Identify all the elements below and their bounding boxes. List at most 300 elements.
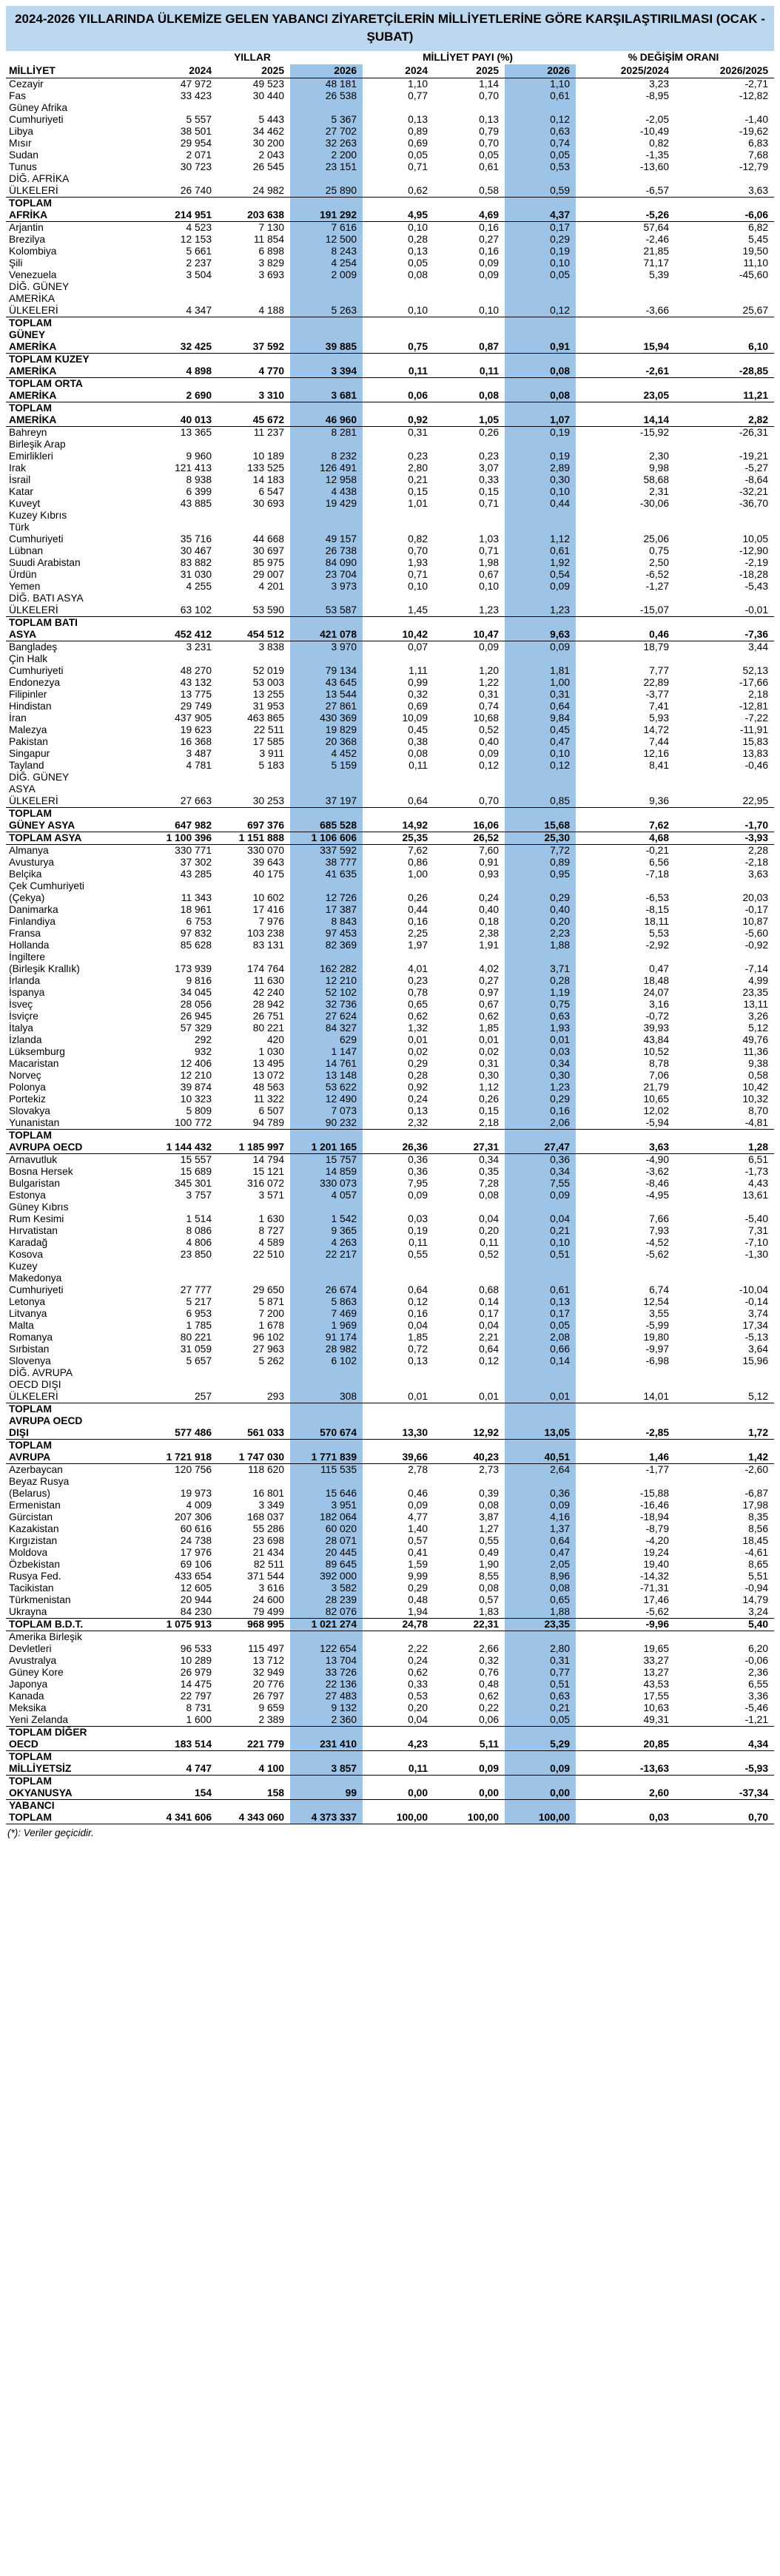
table-row — [6, 772, 774, 808]
value-cell: 0,59 — [505, 173, 576, 198]
value-cell: 0,08 — [505, 378, 576, 402]
value-cell: 7,68 — [748, 149, 769, 161]
value-cell: 0,28 — [408, 234, 428, 245]
nationality-name: Danimarka — [9, 904, 58, 915]
value-cell: 13 704 — [290, 1655, 363, 1667]
value-cell: 34 462 — [252, 126, 284, 137]
value-cell: 97 832 — [180, 928, 212, 939]
value-cell: 0,04 — [408, 1714, 428, 1725]
value-cell: -7,14 — [744, 963, 769, 974]
value-cell: -10,49 — [639, 126, 670, 137]
value-cell: 2,28 — [748, 845, 769, 856]
nationality-name: Venezuela — [9, 269, 57, 280]
value-cell: 10,05 — [742, 533, 769, 544]
value-cell: 3,26 — [748, 1011, 769, 1022]
value-cell: 84 090 — [290, 557, 363, 569]
value-cell: 0,29 — [408, 1058, 428, 1069]
value-cell: 30 467 — [180, 545, 212, 556]
value-cell: -1,35 — [645, 149, 670, 161]
value-cell: -1,27 — [645, 581, 670, 592]
table-row — [6, 724, 774, 736]
value-cell: 0,11 — [480, 1237, 499, 1248]
total-row — [6, 1403, 774, 1440]
value-cell: 0,17 — [479, 1308, 499, 1319]
value-cell: 8,70 — [748, 1105, 769, 1116]
value-cell: 7,62 — [408, 845, 428, 856]
value-cell: -45,60 — [739, 269, 769, 280]
value-cell: 7,66 — [649, 1213, 670, 1224]
nationality-name: Estonya — [9, 1190, 46, 1201]
value-cell: 35 716 — [180, 533, 212, 544]
value-cell: 0,92 — [363, 402, 434, 427]
value-cell: 13 255 — [252, 689, 284, 700]
nationality-name: Çin Halk Cumhuriyeti — [9, 653, 64, 676]
value-cell: 30 253 — [252, 795, 284, 806]
value-cell: 0,09 — [505, 1500, 576, 1511]
total-row — [6, 1800, 774, 1824]
table-row — [6, 593, 774, 617]
value-cell: 1,59 — [408, 1559, 428, 1570]
nationality-name: Birleşik Arap Emirlikleri — [9, 439, 66, 462]
value-cell: 3,55 — [649, 1308, 670, 1319]
value-cell: 84 230 — [180, 1606, 212, 1617]
value-cell: 173 939 — [175, 963, 212, 974]
nationality-name: İsveç — [9, 999, 33, 1010]
value-cell: 9 132 — [290, 1702, 363, 1714]
value-cell: -12,90 — [739, 545, 769, 556]
value-cell: 80 221 — [180, 1332, 212, 1343]
value-cell: 0,26 — [408, 892, 428, 903]
value-cell: 5 263 — [290, 281, 363, 317]
value-cell: 27 963 — [252, 1343, 284, 1355]
value-cell: 0,49 — [479, 1547, 499, 1558]
value-cell: 0,02 — [479, 1046, 499, 1057]
value-cell: -32,21 — [739, 486, 769, 497]
value-cell: 1,45 — [408, 604, 428, 616]
value-cell: 52 019 — [252, 665, 284, 676]
value-cell: 11 237 — [253, 427, 284, 438]
value-cell: 7,77 — [649, 665, 670, 676]
value-cell: 5 661 — [186, 246, 212, 257]
value-cell: 9,38 — [748, 1058, 769, 1069]
value-cell: 0,58 — [479, 185, 499, 196]
value-cell: 22 510 — [252, 1249, 284, 1260]
nationality-name: DİĞ. AVRUPA OECD DIŞI ÜLKELERİ — [9, 1367, 73, 1402]
value-cell: 0,69 — [408, 701, 428, 712]
value-cell: -15,07 — [639, 604, 670, 616]
value-cell: 16,06 — [434, 808, 505, 832]
value-cell: 84 327 — [290, 1022, 363, 1034]
value-cell: 38 777 — [290, 857, 363, 869]
value-cell: -30,06 — [639, 498, 670, 509]
value-cell: 8,55 — [479, 1571, 499, 1582]
nationality-name: Hollanda — [9, 940, 50, 951]
nationality-name: Yunanistan — [9, 1117, 60, 1128]
value-cell: 7 130 — [258, 222, 284, 233]
total-row — [6, 808, 774, 832]
value-cell: 4,99 — [748, 975, 769, 986]
total-row — [6, 1619, 774, 1631]
value-cell: 2,30 — [649, 451, 670, 462]
value-cell: -4,52 — [645, 1237, 670, 1248]
table-row — [6, 427, 774, 439]
value-cell: 2,21 — [479, 1332, 499, 1343]
value-cell: 0,46 — [576, 617, 675, 641]
value-cell: 7,72 — [505, 845, 576, 857]
value-cell: -5,60 — [744, 928, 769, 939]
value-cell: 0,09 — [505, 641, 576, 654]
value-cell: 7 976 — [258, 916, 284, 927]
value-cell: 14 794 — [252, 1154, 284, 1165]
value-cell: 0,21 — [408, 474, 428, 485]
value-cell: 17,98 — [742, 1500, 769, 1511]
header-column-row — [6, 64, 774, 78]
value-cell: 0,16 — [479, 222, 499, 233]
nationality-name: İrlanda — [9, 975, 41, 986]
value-cell: 100,00 — [363, 1800, 434, 1824]
value-cell: 27,47 — [505, 1130, 576, 1154]
table-row — [6, 78, 774, 91]
nationality-name: Fransa — [9, 928, 41, 939]
value-cell: 29 007 — [252, 569, 284, 580]
value-cell: 1,37 — [505, 1523, 576, 1535]
value-cell: 26 738 — [290, 545, 363, 557]
value-cell: -4,95 — [645, 1190, 670, 1201]
value-cell: 4 057 — [290, 1190, 363, 1201]
nationality-name: Bulgaristan — [9, 1178, 61, 1189]
value-cell: 10,87 — [742, 916, 769, 927]
total-row — [6, 1751, 774, 1776]
table-row — [6, 748, 774, 760]
value-cell: -5,99 — [645, 1320, 670, 1331]
value-cell: -5,93 — [675, 1751, 774, 1776]
value-cell: 2,32 — [408, 1117, 428, 1128]
value-cell: 7,06 — [649, 1070, 670, 1081]
value-cell: 0,72 — [408, 1343, 428, 1355]
value-cell: 0,62 — [479, 1011, 499, 1022]
value-cell: 40 013 — [145, 402, 218, 427]
value-cell: 89 645 — [290, 1559, 363, 1571]
value-cell: -8,46 — [645, 1178, 670, 1189]
value-cell: 5,39 — [649, 269, 670, 280]
value-cell: 1,42 — [675, 1440, 774, 1464]
value-cell: 0,13 — [408, 1105, 428, 1116]
value-cell: 392 000 — [290, 1571, 363, 1582]
value-cell: 82 511 — [253, 1559, 284, 1570]
value-cell: 433 654 — [175, 1571, 212, 1582]
value-cell: 83 882 — [180, 557, 212, 568]
value-cell: 0,24 — [408, 1093, 428, 1105]
value-cell: 14,92 — [363, 808, 434, 832]
value-cell: 0,31 — [505, 689, 576, 701]
table-row — [6, 1105, 774, 1117]
header-col-2026: 2026 — [290, 64, 363, 78]
value-cell: 30 723 — [180, 161, 212, 172]
value-cell: 28 056 — [180, 999, 212, 1010]
value-cell: 0,26 — [479, 1093, 499, 1105]
table-row — [6, 951, 774, 975]
value-cell: 43 885 — [180, 498, 212, 509]
value-cell: 1 678 — [258, 1320, 284, 1331]
value-cell: 13 072 — [252, 1070, 284, 1081]
table-row — [6, 916, 774, 928]
value-cell: 0,10 — [408, 581, 428, 592]
nationality-name: YABANCI TOPLAM — [6, 1800, 145, 1824]
value-cell: 0,10 — [505, 257, 576, 269]
value-cell: 0,28 — [408, 1070, 428, 1081]
value-cell: 126 491 — [290, 462, 363, 474]
value-cell: 0,09 — [505, 1751, 576, 1776]
value-cell: -12,81 — [739, 701, 769, 712]
value-cell: -2,05 — [645, 114, 670, 125]
table-row — [6, 857, 774, 869]
value-cell: 122 654 — [290, 1631, 363, 1656]
value-cell: 47 972 — [180, 78, 212, 90]
nationality-name: TOPLAM ASYA — [6, 832, 145, 845]
nationality-name: Moldova — [9, 1547, 48, 1558]
value-cell: 25,30 — [505, 832, 576, 845]
value-cell: 97 453 — [290, 928, 363, 940]
value-cell: 0,09 — [479, 748, 499, 759]
header-share: MİLLİYET PAYI (%) — [423, 52, 513, 63]
nationality-name: Romanya — [9, 1332, 53, 1343]
value-cell: 0,31 — [479, 689, 499, 700]
value-cell: 337 592 — [290, 845, 363, 857]
value-cell: 25,35 — [363, 832, 434, 845]
value-cell: 100,00 — [434, 1800, 505, 1824]
value-cell: 0,79 — [479, 126, 499, 137]
value-cell: 60 616 — [180, 1523, 212, 1534]
value-cell: 20 368 — [290, 736, 363, 748]
value-cell: 26,52 — [434, 832, 505, 845]
value-cell: -5,27 — [744, 462, 769, 473]
value-cell: 19,65 — [643, 1643, 670, 1654]
value-cell: 0,27 — [479, 234, 499, 245]
table-row — [6, 486, 774, 498]
value-cell: 3 582 — [290, 1582, 363, 1594]
nationality-name: Norveç — [9, 1070, 41, 1081]
table-row — [6, 269, 774, 281]
table-row — [6, 569, 774, 581]
table-row — [6, 1249, 774, 1261]
value-cell: 0,12 — [479, 1355, 499, 1366]
value-cell: 5 262 — [258, 1355, 284, 1366]
value-cell: 11,36 — [743, 1046, 769, 1057]
header-col-2026/2025: 2026/2025 — [675, 64, 774, 78]
value-cell: 27 483 — [290, 1690, 363, 1702]
value-cell: 430 369 — [290, 712, 363, 724]
value-cell: 221 779 — [218, 1727, 290, 1751]
value-cell: 2,22 — [408, 1643, 428, 1654]
value-cell: 2,36 — [748, 1667, 769, 1678]
value-cell: 1,93 — [505, 1022, 576, 1034]
value-cell: 257 — [194, 1391, 212, 1402]
value-cell: 5,11 — [434, 1727, 505, 1751]
value-cell: 0,15 — [408, 486, 428, 497]
value-cell: 0,47 — [505, 1547, 576, 1559]
value-cell: 30 440 — [252, 90, 284, 101]
table-row — [6, 161, 774, 173]
value-cell: 48 270 — [180, 665, 212, 676]
value-cell: 8 281 — [290, 427, 363, 439]
value-cell: 3,44 — [748, 641, 769, 653]
value-cell: 4,68 — [576, 832, 675, 845]
value-cell: 1 514 — [186, 1213, 212, 1224]
value-cell: 0,78 — [408, 987, 428, 998]
value-cell: 0,05 — [479, 149, 499, 161]
nationality-name: Çek Cumhuriyeti (Çekya) — [9, 880, 84, 903]
nationality-name: TOPLAM MİLLİYETSİZ — [6, 1751, 145, 1776]
table-row — [6, 1261, 774, 1296]
value-cell: 40 175 — [252, 869, 284, 880]
value-cell: 30 200 — [252, 138, 284, 149]
value-cell: 9 365 — [290, 1225, 363, 1237]
value-cell: 17,46 — [643, 1594, 670, 1605]
value-cell: 2,80 — [505, 1631, 576, 1656]
table-row — [6, 1690, 774, 1702]
value-cell: -6,57 — [645, 185, 670, 196]
value-cell: 2 389 — [258, 1714, 284, 1725]
value-cell: 0,11 — [409, 1237, 428, 1248]
value-cell: 182 064 — [290, 1511, 363, 1523]
value-cell: 168 037 — [247, 1511, 284, 1523]
value-cell: 0,64 — [408, 795, 428, 806]
value-cell: 8 232 — [290, 439, 363, 462]
value-cell: 12 210 — [180, 1070, 212, 1081]
value-cell: 0,10 — [505, 748, 576, 760]
value-cell: 4 770 — [218, 354, 290, 378]
value-cell: 0,36 — [408, 1166, 428, 1177]
total-row — [6, 1440, 774, 1464]
value-cell: 0,01 — [479, 1391, 499, 1402]
value-cell: 11,21 — [675, 378, 774, 402]
value-cell: -2,71 — [744, 78, 769, 90]
value-cell: 5 159 — [290, 760, 363, 772]
value-cell: 0,71 — [408, 569, 428, 580]
value-cell: 0,44 — [505, 498, 576, 510]
header-col-2025: 2025 — [434, 64, 505, 78]
value-cell: 0,04 — [479, 1320, 499, 1331]
table-row — [6, 1582, 774, 1594]
table-row — [6, 439, 774, 462]
value-cell: 1,85 — [479, 1022, 499, 1034]
value-cell: -2,19 — [744, 557, 769, 568]
value-cell: 0,09 — [505, 581, 576, 593]
nationality-name: Suudi Arabistan — [9, 557, 81, 568]
nationality-name: Sudan — [9, 149, 38, 161]
value-cell: 30 697 — [252, 545, 284, 556]
value-cell: 2 009 — [290, 269, 363, 281]
nationality-name: Fas — [9, 90, 26, 101]
value-cell: 11 322 — [253, 1093, 284, 1105]
value-cell: 4,77 — [408, 1511, 428, 1523]
value-cell: 20 776 — [252, 1679, 284, 1690]
value-cell: 23,05 — [576, 378, 675, 402]
value-cell: 0,12 — [408, 1296, 428, 1307]
value-cell: 0,09 — [505, 1190, 576, 1201]
value-cell: 26,36 — [363, 1130, 434, 1154]
value-cell: 0,31 — [505, 1655, 576, 1667]
value-cell: -1,30 — [744, 1249, 769, 1260]
value-cell: 0,01 — [479, 1034, 499, 1045]
value-cell: 8,35 — [748, 1511, 769, 1523]
value-cell: 0,57 — [408, 1535, 428, 1546]
value-cell: 0,09 — [434, 1751, 505, 1776]
value-cell: 0,05 — [408, 257, 428, 269]
value-cell: 0,70 — [479, 138, 499, 149]
value-cell: 3,64 — [748, 1343, 769, 1355]
value-cell: 121 413 — [175, 462, 212, 473]
value-cell: 12 958 — [290, 474, 363, 486]
value-cell: 15,68 — [505, 808, 576, 832]
value-cell: 7,93 — [649, 1225, 670, 1236]
value-cell: 31 953 — [252, 701, 284, 712]
value-cell: 3 231 — [186, 641, 212, 653]
value-cell: -7,10 — [744, 1237, 769, 1248]
value-cell: 0,39 — [479, 1488, 499, 1499]
value-cell: 0,11 — [363, 354, 434, 378]
value-cell: 1,10 — [505, 78, 576, 91]
value-cell: 8,56 — [748, 1523, 769, 1534]
value-cell: 0,10 — [479, 581, 499, 592]
value-cell: 22,89 — [643, 677, 670, 688]
value-cell: 10 602 — [252, 892, 284, 903]
value-cell: 0,63 — [505, 126, 576, 138]
value-cell: 1,20 — [479, 665, 499, 676]
value-cell: 0,06 — [479, 1714, 499, 1725]
nationality-name: Hırvatistan — [9, 1225, 58, 1236]
value-cell: 0,21 — [505, 1702, 576, 1714]
nationality-name: Avusturya — [9, 857, 55, 868]
value-cell: 0,34 — [505, 1058, 576, 1070]
value-cell: 20 944 — [180, 1594, 212, 1605]
value-cell: 43 132 — [180, 677, 212, 688]
value-cell: 33,27 — [643, 1655, 670, 1666]
table-row — [6, 474, 774, 486]
value-cell: 0,46 — [408, 1488, 428, 1499]
value-cell: -28,85 — [675, 354, 774, 378]
value-cell: -7,22 — [744, 712, 769, 724]
value-cell: 1,83 — [479, 1606, 499, 1617]
value-cell: 6,20 — [748, 1643, 769, 1654]
table-row — [6, 736, 774, 748]
value-cell: 24 982 — [252, 185, 284, 196]
value-cell: 0,23 — [479, 451, 499, 462]
value-cell: 0,10 — [505, 486, 576, 498]
value-cell: 49 157 — [290, 510, 363, 545]
value-cell: 4 201 — [258, 581, 284, 592]
value-cell: 8 731 — [186, 1702, 212, 1713]
value-cell: 14 475 — [180, 1679, 212, 1690]
value-cell: 37 302 — [180, 857, 212, 868]
value-cell: 27 663 — [180, 795, 212, 806]
value-cell: 6,82 — [748, 222, 769, 233]
value-cell: 58,68 — [643, 474, 670, 485]
nationality-name: TOPLAM BATI ASYA — [6, 617, 145, 641]
value-cell: 0,12 — [505, 760, 576, 772]
value-cell: 22 797 — [180, 1690, 212, 1702]
value-cell: 0,10 — [408, 305, 428, 316]
value-cell: -8,79 — [645, 1523, 670, 1534]
value-cell: 420 — [266, 1034, 284, 1045]
value-cell: -6,52 — [645, 569, 670, 580]
value-cell: 0,08 — [408, 748, 428, 759]
table-row — [6, 234, 774, 246]
total-row — [6, 354, 774, 378]
value-cell: 11 854 — [253, 234, 284, 245]
value-cell: 96 102 — [252, 1332, 284, 1343]
value-cell: 0,91 — [479, 857, 499, 868]
